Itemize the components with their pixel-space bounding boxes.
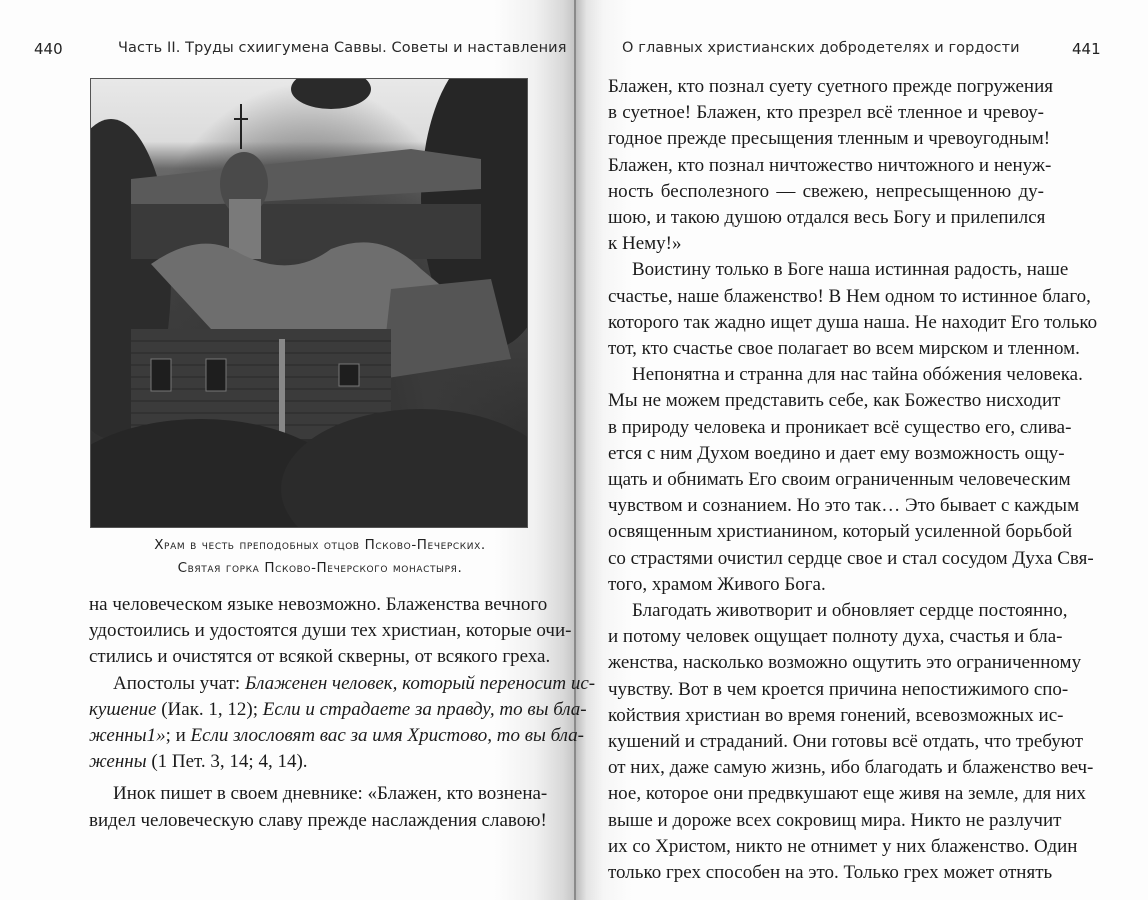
text-line: удостоились и удостоятся души тех христиан, которые очи- (89, 620, 572, 642)
text-line: ное, которое они предвкушают еще живя на земле, для них (608, 783, 1086, 805)
text-line: в суетное! Блажен, кто презрел всё тленное и чревоу- (608, 102, 1044, 124)
text-line: в природу человека и проникает всё существо его, слива- (608, 416, 1072, 438)
text-line: их со Христом, никто не отнимет у них блаженство. Один (608, 835, 1078, 857)
figure-caption-line-2: Святая горка Псково-Печерского монастыря. (177, 560, 463, 576)
text-line: только грех способен на это. Только грех может отнять (608, 862, 1053, 884)
text-line: от них, даже самую жизнь, ибо благодать и блаженство веч- (608, 757, 1094, 779)
scripture-quote: Блаженен человек, который переносит ис- (244, 672, 596, 694)
book-spine (574, 0, 576, 900)
page-number-right: 441 (1072, 40, 1101, 58)
text-line: стились и очистятся от всякой скверны, от всякого греха. (89, 646, 551, 668)
paragraph (608, 74, 1054, 257)
text-line: и потому человек ощущает полноту духа, счастья и бла- (608, 626, 1063, 648)
text-line: освященным христианином, который усиленной борьбой (608, 521, 1073, 543)
text-run: Апостолы учат: (113, 672, 245, 694)
text-line: Воистину только в Боге наша истинная радость, наше (632, 259, 1069, 281)
text-line: Мы не можем представить себе, как Божество нисходит (608, 390, 1061, 412)
text-line: кушений и страданий. Они готовы всё отдать, что требуют (608, 731, 1083, 753)
church-photo (90, 78, 528, 528)
scripture-quote: женны1» (89, 725, 166, 747)
text-line (89, 697, 587, 723)
text-line: видел человеческую славу прежде наслаждения славою! (89, 809, 547, 831)
text-line (89, 671, 596, 697)
text-line: к Нему!» (608, 233, 682, 255)
left-body-text (89, 592, 596, 834)
paragraph (608, 598, 1094, 886)
page-number-left: 440 (34, 40, 63, 58)
text-line: годное прежде пресыщения тленным и чревоугодным! (608, 128, 1051, 150)
text-line: выше и дороже всех сокровищ мира. Никто не разлучит (608, 809, 1062, 831)
text-line: которого так жадно ищет душа наша. Не находит Его только (608, 311, 1098, 333)
text-line: тот, кто счастье свое полагает во всем мирском и тленном. (608, 338, 1080, 360)
running-head-left: Часть II. Труды схиигумена Саввы. Советы и наставления (118, 40, 567, 56)
figure-caption-line-1: Храм в честь преподобных отцов Псково-Печерских. (154, 537, 486, 553)
text-line: Инок пишет в своем дневнике: «Блажен, кто возненa- (113, 783, 548, 805)
scripture-reference: (Иак. 1, 12); (156, 698, 263, 720)
running-head-right: О главных христианских добродетелях и гордости (622, 40, 1020, 56)
text-line (89, 749, 535, 775)
right-body-text (608, 74, 1098, 886)
text-line: ность бесполезного — свежею, непресыщенною ду- (608, 180, 1044, 202)
text-line: койствия христиан во время гонений, всевозможных ис- (608, 704, 1064, 726)
text-line: шою, и такою душою отдался весь Богу и прилепился (608, 207, 1046, 229)
scripture-quote: женны (89, 751, 147, 773)
text-line: того, храмом Живого Бога. (608, 573, 826, 595)
text-line: со страстями очистил сердце свое и стал сосудом Духа Свя- (608, 547, 1094, 569)
wooden-church-illustration (91, 79, 527, 527)
text-line: чувству. Вот в чем кроется причина непостижимого спо- (608, 678, 1069, 700)
text-line: на человеческом языке невозможно. Блаженства вечного (89, 594, 548, 615)
scripture-quote: кушение (89, 698, 157, 720)
text-line: ется с ним Духом воедино и дает ему возможность ощу- (608, 442, 1065, 464)
paragraph (608, 257, 1098, 362)
text-run: ; и (165, 725, 191, 747)
text-line: Блажен, кто познал суету суетного прежде погружения (608, 76, 1054, 97)
text-line: Благодать животворит и обновляет сердце постоянно, (632, 600, 1068, 622)
text-line: Непонятна и странна для нас тайна обóжения человека. (632, 364, 1083, 386)
text-line: Блажен, кто познал ничтожество ничтожного и ненуж- (608, 154, 1052, 176)
text-line (89, 723, 585, 749)
scripture-reference: (1 Пет. 3, 14; 4, 14). (146, 751, 308, 773)
scripture-quote: Если злословят вас за имя Христово, то вы бла- (190, 725, 585, 747)
text-line: щать и обнимать Его своим ограниченным человеческим (608, 469, 1071, 491)
text-line: счастье, наше блаженство! В Нем одном то истинное благо, (608, 285, 1091, 307)
scripture-quote: Если и страдаете за правду, то вы бла- (262, 698, 587, 720)
paragraph (608, 362, 1094, 598)
text-line: чувством и сознанием. Но это так… Это бывает с каждым (608, 495, 1080, 517)
text-line: женства, насколько возможно ощутить это ограниченному (608, 652, 1082, 674)
